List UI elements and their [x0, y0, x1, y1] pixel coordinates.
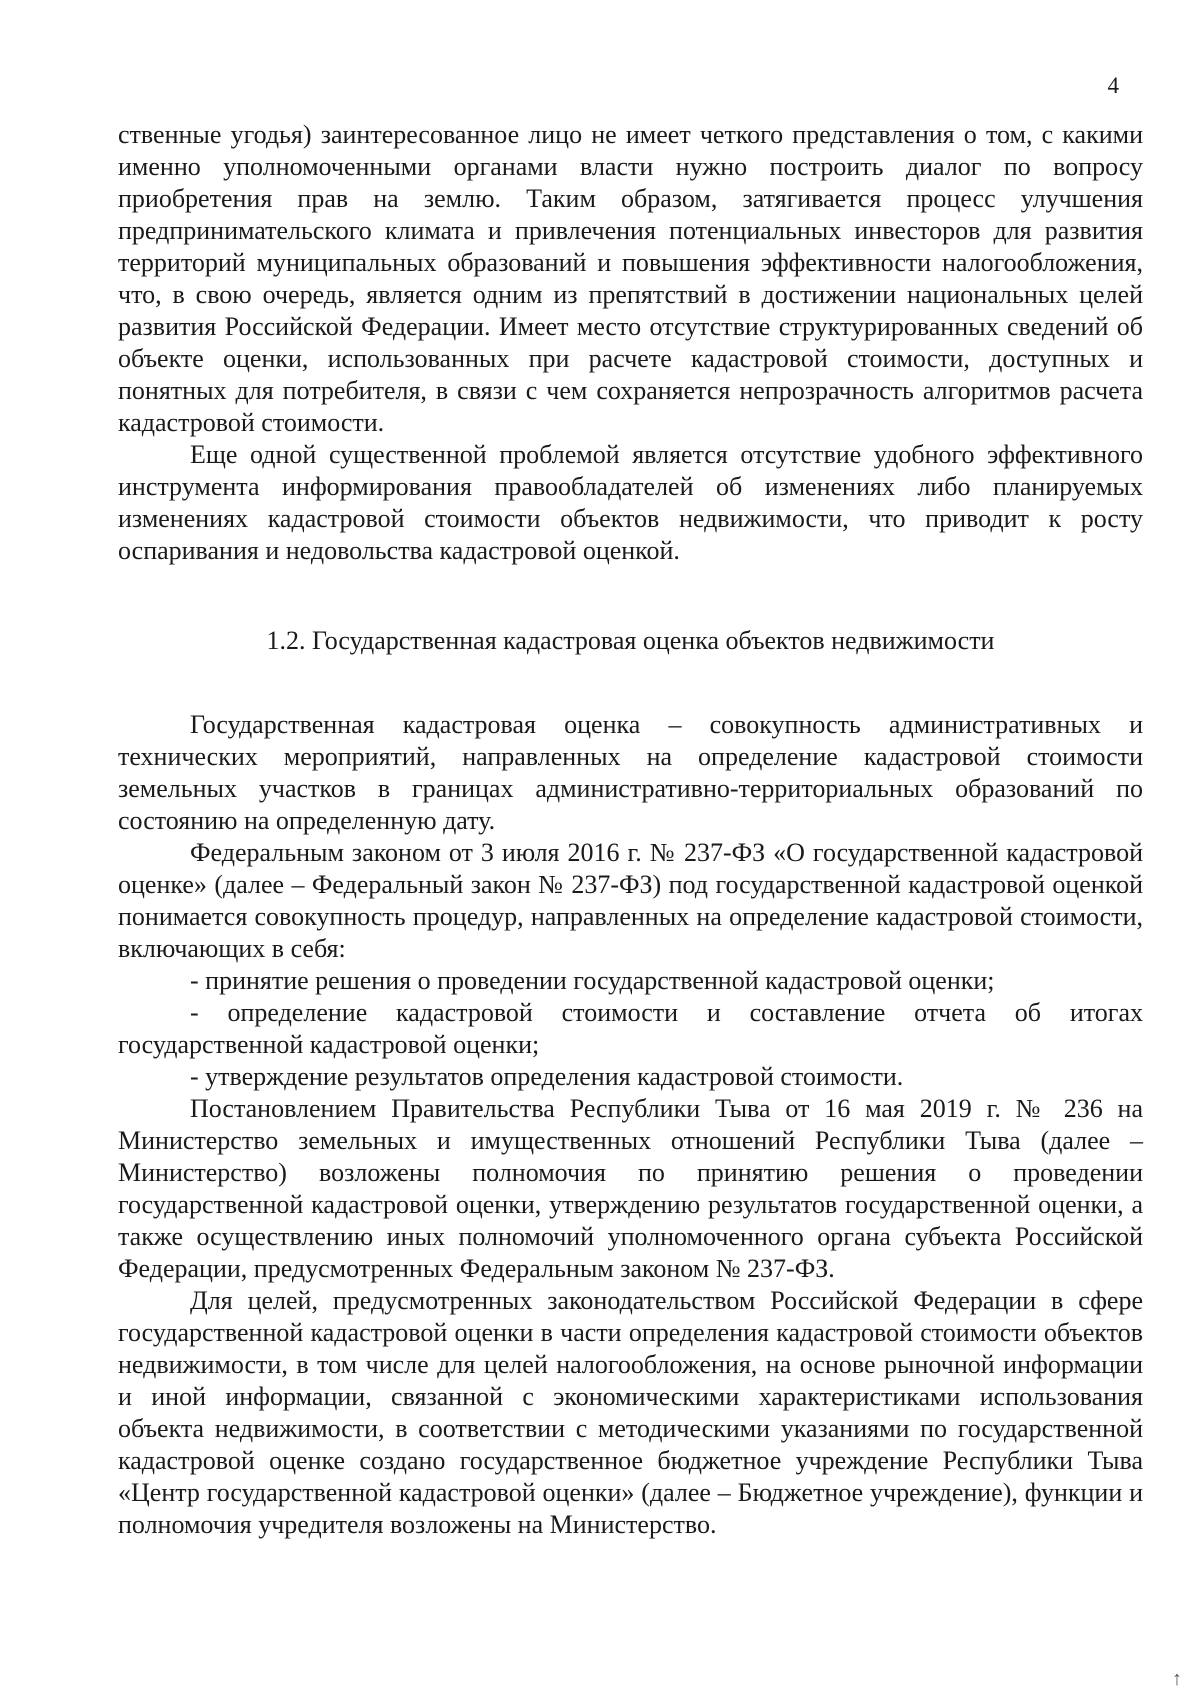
corner-mark: ↑: [1172, 1668, 1182, 1690]
list-item: - утверждение результатов определения кадастровой стоимости.: [190, 1062, 904, 1091]
paragraph: Для целей, предусмотренных законодательством Российской Федерации в сфере государственной кадастровой оценки в части определения кадастровой стоимости объектов недвижимости, в том числе для целей налогообложения, на основе рыночной информации и иной информации, связанной с экономическими характеристиками использования объекта недвижимости, в соответствии с методическими указаниями по государственной кадастровой оценке создано государственное бюджетное учреждение Республики Тыва «Центр государственной кадастровой оценки» (далее – Бюджетное учреждение), функции и полномочия учредителя возложены на Министерство.: [118, 1286, 1143, 1539]
paragraph-continuation: ственные угодья) заинтересованное лицо не имеет четкого представления о том, с какими именно уполномоченными органами власти нужно построить диалог по вопросу приобретения прав на землю. Таким образом, затягивается процесс улучшения предпринимательского климата и привлечения потенциальных инвесторов для развития территорий муниципальных образований и повышения эффективности налогообложения, что, в свою очередь, является одним из препятствий в достижении национальных целей развития Российской Федерации. Имеет место отсутствие структурированных сведений об объекте оценки, использованных при расчете кадастровой стоимости, доступных и понятных для потребителя, в связи с чем сохраняется непрозрачность алгоритмов расчета кадастровой стоимости.: [118, 120, 1143, 437]
document-body: [118, 119, 1143, 1541]
section-heading: 1.2. Государственная кадастровая оценка объектов недвижимости: [266, 626, 995, 655]
page-number: 4: [1107, 73, 1119, 98]
paragraph: Постановлением Правительства Республики Тыва от 16 мая 2019 г. № 236 на Министерство земельных и имущественных отношений Республики Тыва (далее – Министерство) возложены полномочия по принятию решения о проведении государственной кадастровой оценки, утверждению результатов государственной оценки, а также осуществлению иных полномочий уполномоченного органа субъекта Российской Федерации, предусмотренных Федеральным законом № 237-ФЗ.: [118, 1094, 1143, 1283]
paragraph: Еще одной существенной проблемой является отсутствие удобного эффективного инструмента информирования правообладателей об изменениях либо планируемых изменениях кадастровой стоимости объектов недвижимости, что приводит к росту оспаривания и недовольства кадастровой оценкой.: [118, 440, 1143, 565]
list-item: - определение кадастровой стоимости и составление отчета об итогах государственной кадастровой оценки;: [118, 998, 1143, 1059]
paragraph: Федеральным законом от 3 июля 2016 г. № 237-ФЗ «О государственной кадастровой оценке» (далее – Федеральный закон № 237-ФЗ) под государственной кадастровой оценкой понимается совокупность процедур, направленных на определение кадастровой стоимости, включающих в себя:: [118, 838, 1143, 963]
paragraph: Государственная кадастровая оценка – совокупность административных и технических мероприятий, направленных на определение кадастровой стоимости земельных участков в границах административно-территориальных образований по состоянию на определенную дату.: [118, 710, 1143, 835]
list-item: - принятие решения о проведении государственной кадастровой оценки;: [190, 966, 995, 995]
